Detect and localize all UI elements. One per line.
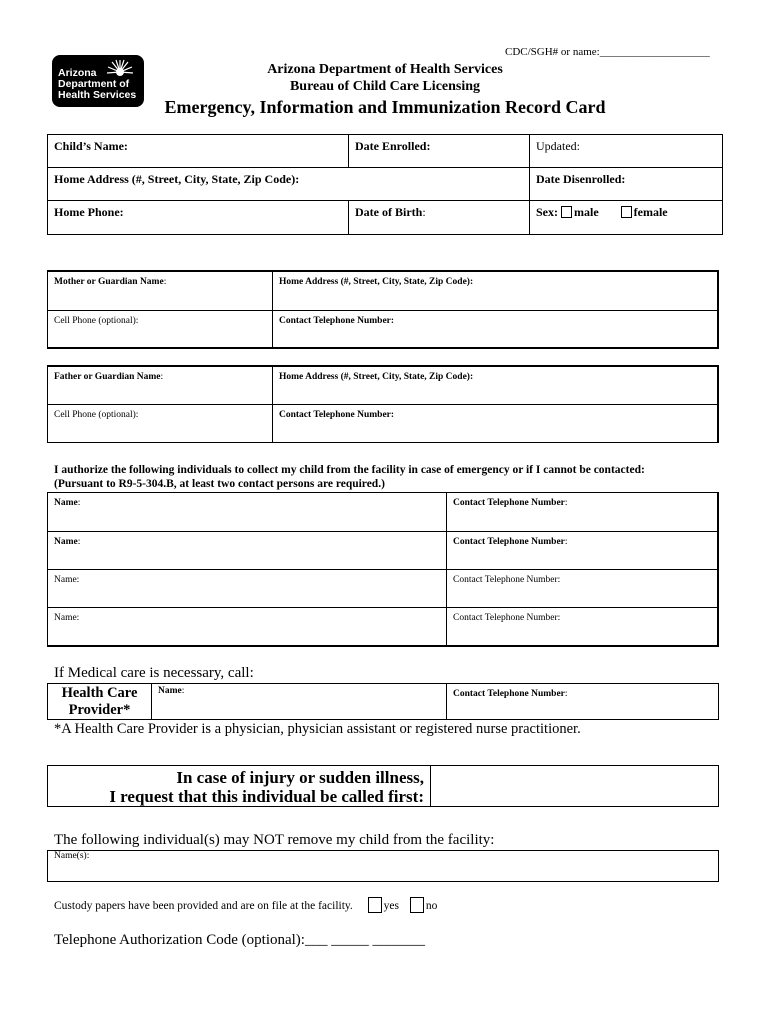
custody-no-label: no bbox=[425, 900, 438, 912]
logo-line-1: Arizona bbox=[58, 67, 97, 79]
bureau-name: Bureau of Child Care Licensing bbox=[289, 79, 481, 94]
mother-name-colon: : bbox=[163, 277, 167, 287]
provider-name-colon: : bbox=[181, 686, 185, 696]
health-care-provider-label bbox=[48, 685, 151, 719]
department-name: Arizona Department of Health Services bbox=[267, 62, 503, 77]
authorized-name-field-3[interactable] bbox=[48, 570, 446, 590]
not-remove-names-field[interactable] bbox=[47, 850, 719, 882]
male-label: male bbox=[574, 205, 599, 219]
cdc-sgh-field[interactable] bbox=[505, 46, 710, 58]
male-checkbox[interactable] bbox=[561, 206, 572, 218]
child-name-field[interactable] bbox=[48, 134, 348, 159]
authorized-contact-colon: : bbox=[564, 498, 568, 508]
first-call-label bbox=[48, 768, 424, 806]
mother-contact-label: Contact Telephone Number: bbox=[279, 316, 395, 326]
father-address-label: Home Address (#, Street, City, State, Zip Code): bbox=[279, 372, 474, 382]
provider-label-line-1: Health Care bbox=[61, 685, 138, 701]
authorized-contact-colon: : bbox=[564, 537, 568, 547]
page-title: Emergency, Information and Immunization Record Card bbox=[164, 97, 606, 117]
authorize-requirement: (Pursuant to R9-5-304.B, at least two contact persons are required.) bbox=[54, 478, 385, 490]
provider-contact-label: Contact Telephone Number bbox=[453, 689, 565, 699]
authorized-name-colon: : bbox=[77, 537, 81, 547]
authorized-contact-label: Contact Telephone Number: bbox=[453, 575, 561, 585]
first-call-field[interactable] bbox=[431, 766, 718, 806]
authorized-name-label: Name bbox=[54, 498, 78, 508]
authorized-contact-field-1[interactable] bbox=[447, 493, 717, 513]
mother-cell-label: Cell Phone (optional): bbox=[54, 316, 139, 326]
cdc-sgh-label: CDC/SGH# or name: bbox=[505, 46, 600, 58]
authorize-statement: I authorize the following individuals to collect my child from the facility in case of emergency or if I cannot be contacted: bbox=[54, 464, 645, 476]
mother-address-field[interactable] bbox=[273, 272, 713, 292]
home-address-label: Home Address (#, Street, City, State, Zip Code): bbox=[54, 172, 300, 186]
sex-label: Sex: bbox=[536, 205, 558, 219]
first-call-line-1: In case of injury or sudden illness, bbox=[176, 768, 424, 787]
provider-footnote: *A Health Care Provider is a physician, physician assistant or registered nurse practitioner. bbox=[54, 721, 581, 737]
logo-line-2: Department of bbox=[58, 78, 130, 90]
not-remove-names-label: Name(s): bbox=[54, 851, 90, 861]
authorized-contact-label: Contact Telephone Number bbox=[453, 498, 565, 508]
date-enrolled-label: Date Enrolled: bbox=[355, 139, 431, 153]
home-address-field[interactable] bbox=[48, 167, 528, 192]
telephone-auth-label: Telephone Authorization Code (optional): bbox=[54, 932, 305, 948]
authorized-name-field-2[interactable] bbox=[48, 532, 446, 552]
medical-intro: If Medical care is necessary, call: bbox=[54, 665, 254, 681]
father-contact-label: Contact Telephone Number: bbox=[279, 410, 395, 420]
date-disenrolled-label: Date Disenrolled: bbox=[536, 172, 626, 186]
authorized-name-label: Name: bbox=[54, 613, 80, 623]
custody-text: Custody papers have been provided and are on file at the facility. bbox=[54, 900, 353, 912]
father-name-field[interactable] bbox=[48, 367, 272, 387]
mother-address-label: Home Address (#, Street, City, State, Zip Code): bbox=[279, 277, 474, 287]
updated-label: Updated: bbox=[536, 139, 580, 153]
authorized-name-colon: : bbox=[77, 498, 81, 508]
authorized-name-label: Name bbox=[54, 537, 78, 547]
mother-contact-field[interactable] bbox=[273, 311, 713, 331]
provider-contact-field[interactable] bbox=[447, 684, 717, 704]
home-phone-label: Home Phone: bbox=[54, 205, 124, 219]
mother-name-field[interactable] bbox=[48, 272, 272, 292]
mother-name-label: Mother or Guardian Name bbox=[54, 277, 164, 287]
authorized-contact-field-3[interactable] bbox=[447, 570, 717, 590]
logo-line-3: Health Services bbox=[58, 89, 137, 101]
female-label: female bbox=[633, 205, 668, 219]
custody-yes-checkbox[interactable] bbox=[368, 897, 382, 913]
father-name-label: Father or Guardian Name bbox=[54, 372, 161, 382]
authorized-contact-field-4[interactable] bbox=[447, 608, 717, 628]
date-disenrolled-field[interactable] bbox=[530, 167, 720, 192]
custody-yes-label: yes bbox=[383, 900, 400, 912]
sex-field bbox=[530, 200, 722, 225]
first-call-line-2: I request that this individual be called first: bbox=[109, 787, 424, 806]
provider-contact-colon: : bbox=[564, 689, 568, 699]
authorized-contact-label: Contact Telephone Number bbox=[453, 537, 565, 547]
authorized-contact-label: Contact Telephone Number: bbox=[453, 613, 561, 623]
female-checkbox[interactable] bbox=[621, 206, 632, 218]
date-of-birth-colon: : bbox=[422, 205, 426, 219]
telephone-auth-line: ___ _____ _______ bbox=[304, 932, 425, 948]
authorized-name-field-4[interactable] bbox=[48, 608, 446, 628]
updated-field[interactable] bbox=[530, 134, 720, 159]
authorized-name-label: Name: bbox=[54, 575, 80, 585]
child-name-label: Child’s Name: bbox=[54, 139, 128, 153]
provider-name-field[interactable] bbox=[152, 683, 446, 701]
authorized-contact-field-2[interactable] bbox=[447, 532, 717, 552]
authorized-name-field-1[interactable] bbox=[48, 493, 446, 513]
telephone-auth-field[interactable] bbox=[54, 932, 425, 949]
date-of-birth-label: Date of Birth bbox=[355, 205, 423, 219]
date-enrolled-field[interactable] bbox=[349, 134, 529, 159]
provider-name-label: Name bbox=[158, 686, 182, 696]
not-remove-intro: The following individual(s) may NOT remove my child from the facility: bbox=[54, 832, 495, 848]
father-name-colon: : bbox=[160, 372, 164, 382]
home-phone-field[interactable] bbox=[48, 200, 348, 225]
father-contact-field[interactable] bbox=[273, 405, 713, 425]
custody-row bbox=[54, 897, 437, 913]
date-of-birth-field[interactable] bbox=[349, 200, 529, 225]
mother-cell-field[interactable] bbox=[48, 311, 272, 331]
father-cell-field[interactable] bbox=[48, 405, 272, 425]
custody-no-checkbox[interactable] bbox=[410, 897, 424, 913]
provider-label-line-2: Provider* bbox=[68, 702, 131, 718]
father-cell-label: Cell Phone (optional): bbox=[54, 410, 139, 420]
father-address-field[interactable] bbox=[273, 367, 713, 387]
cdc-sgh-line: ____________________ bbox=[599, 46, 710, 58]
